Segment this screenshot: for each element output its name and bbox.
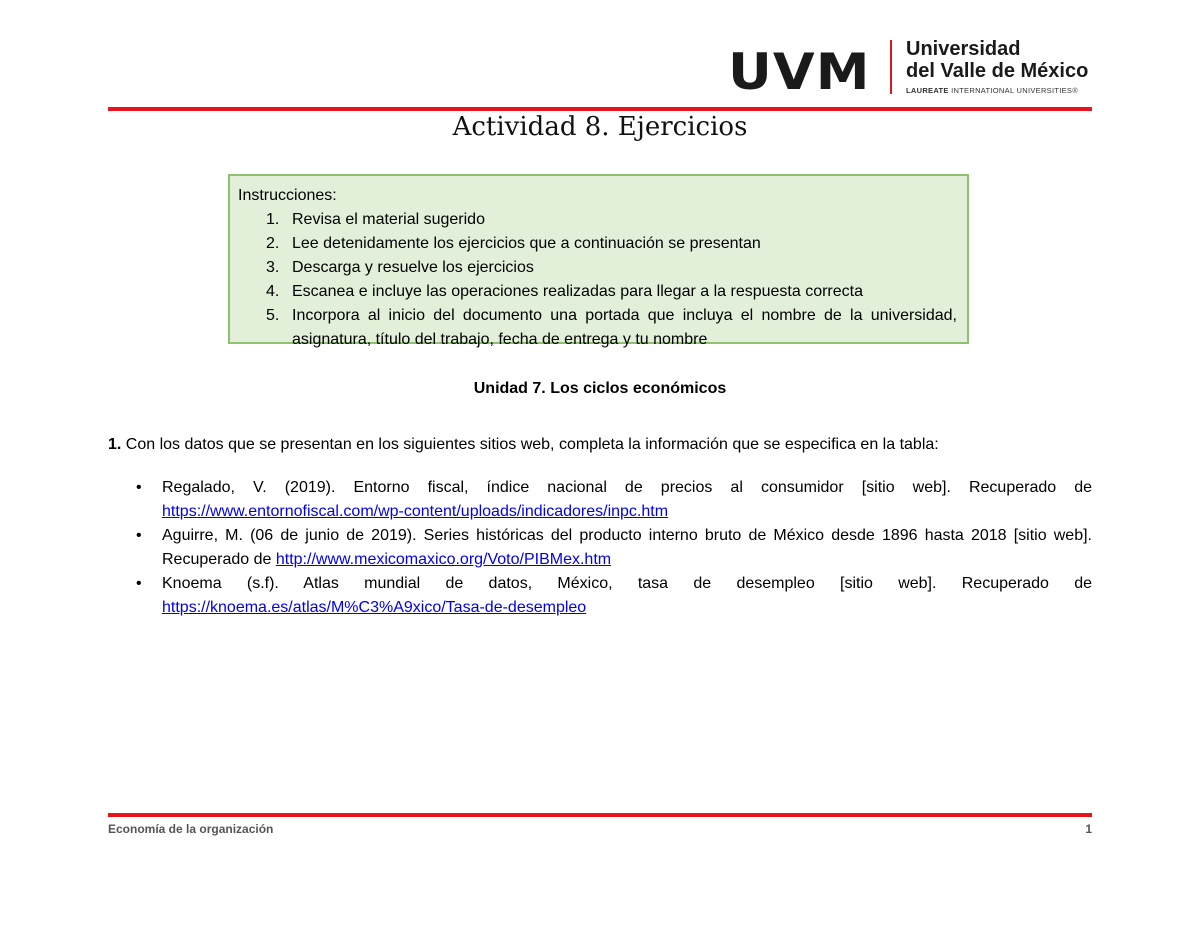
reference-text: Aguirre, M. (06 de junio de 2019). Series históricas del producto interno bruto de México desde 1896 hasta 2018 [sitio web]. Recuperado de [162, 527, 1092, 568]
reference-item [108, 476, 1092, 524]
instruction-text: Escanea e incluye las operaciones realizadas para llegar a la respuesta correcta [292, 283, 863, 300]
reference-text: Knoema (s.f). Atlas mundial de datos, México, tasa de desempleo [sitio web]. Recuperado de [162, 575, 1092, 592]
question-text: Con los datos que se presentan en los siguientes sitios web, completa la información que se especifica en la tabla: [121, 436, 939, 453]
reference-text: Regalado, V. (2019). Entorno fiscal, índice nacional de precios al consumidor [sitio web]. Recuperado de [162, 479, 1092, 496]
instruction-item [238, 304, 957, 352]
logo-tag-bold: LAUREATE [906, 86, 949, 95]
reference-link[interactable]: https://knoema.es/atlas/M%C3%A9xico/Tasa-de-desempleo [162, 599, 587, 616]
logo-name-line2: del Valle de México [906, 60, 1089, 82]
bullet-icon: • [136, 527, 142, 544]
logo-tagline [906, 86, 1078, 95]
reference-link[interactable]: https://www.entornofiscal.com/wp-content/uploads/indicadores/inpc.htm [162, 503, 669, 520]
unit-heading: Unidad 7. Los ciclos económicos [473, 380, 727, 397]
logo-name-line1: Universidad [906, 38, 1021, 60]
logo-divider [890, 40, 892, 94]
footer-course-name: Economía de la organización [108, 822, 274, 836]
instruction-number: 5. [266, 307, 280, 324]
footer-divider [108, 813, 1092, 817]
instruction-item [238, 256, 957, 280]
instruction-text: Descarga y resuelve los ejercicios [292, 259, 534, 276]
bullet-icon: • [136, 479, 142, 496]
question-1 [108, 436, 1092, 454]
reference-item [108, 572, 1092, 620]
instruction-item [238, 208, 957, 232]
header-divider [108, 107, 1092, 111]
page-header [0, 0, 1200, 110]
instructions-list [238, 208, 957, 352]
logo-mark: UVM [728, 43, 871, 101]
instructions-box [228, 174, 969, 348]
instruction-text: Lee detenidamente los ejercicios que a continuación se presentan [292, 235, 761, 252]
instruction-number: 2. [266, 235, 280, 252]
page-number: 1 [1085, 822, 1092, 836]
page-title: Actividad 8. Ejercicios [452, 112, 748, 142]
references-list [108, 476, 1092, 620]
logo-university-name [906, 38, 1088, 82]
instruction-number: 4. [266, 283, 280, 300]
instruction-item [238, 280, 957, 304]
bullet-icon: • [136, 575, 142, 592]
instruction-text: Revisa el material sugerido [292, 211, 485, 228]
reference-link[interactable]: http://www.mexicomaxico.org/Voto/PIBMex.htm [275, 551, 612, 568]
logo-tag-rest: INTERNATIONAL UNIVERSITIES® [948, 86, 1079, 95]
instructions-heading: Instrucciones: [238, 187, 337, 204]
reference-item [108, 524, 1092, 572]
page-footer [108, 822, 1092, 836]
instruction-number: 1. [266, 211, 280, 228]
question-number: 1. [108, 436, 122, 453]
instruction-number: 3. [266, 259, 280, 276]
instruction-text: Incorpora al inicio del documento una portada que incluya el nombre de la universidad, asignatura, título del trabajo, fecha de entrega y tu nombre [292, 307, 957, 348]
instruction-item [238, 232, 957, 256]
